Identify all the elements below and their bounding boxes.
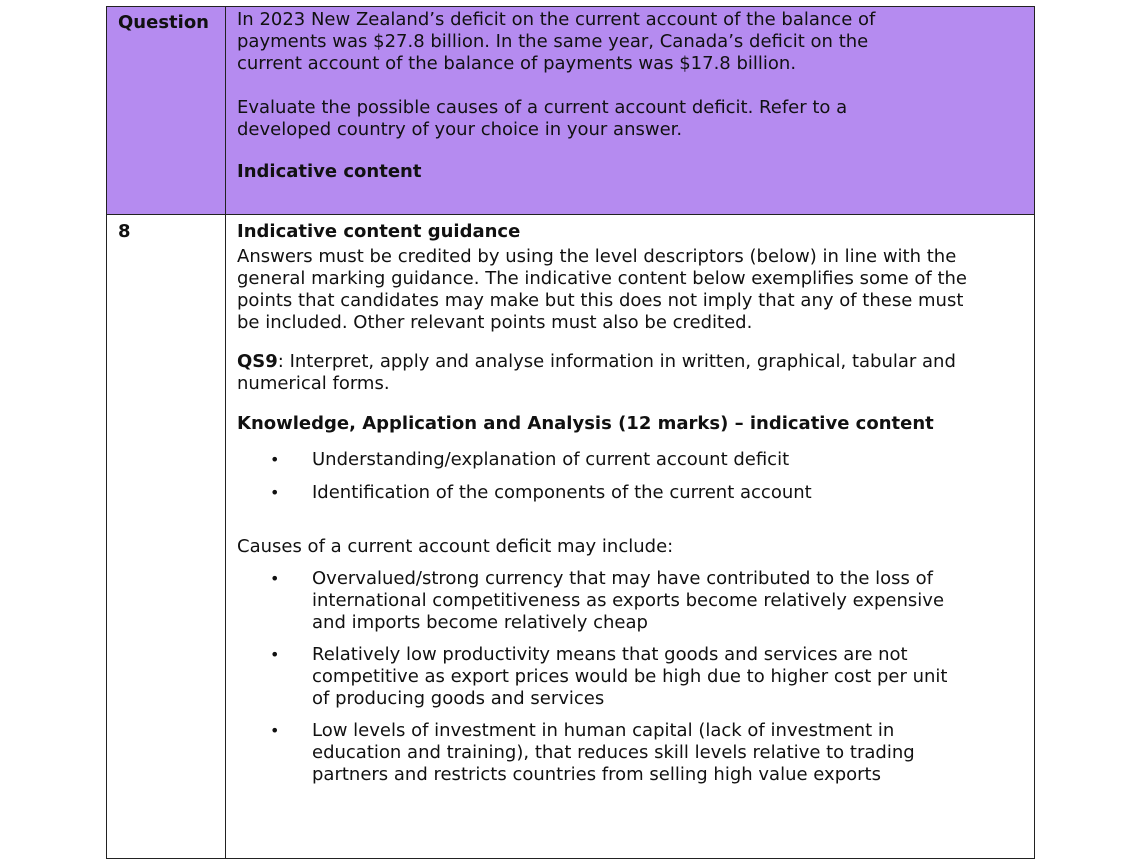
bullet-icon: • — [270, 450, 280, 469]
question-label: Question — [118, 12, 209, 33]
guidance-text: Answers must be credited by using the level descriptors (below) in line with the general marking guidance. The indicative content below exemplifies some of the points that candidates may make but this does not imply that any of these must be included. Other relevant points must also be credited. — [237, 246, 967, 333]
question-text-block — [237, 9, 1027, 183]
causes-intro: Causes of a current account deficit may include: — [237, 536, 674, 557]
list-item: • Identification of the components of the current account — [270, 482, 812, 503]
bullet-icon: • — [270, 483, 280, 502]
question-number: 8 — [118, 221, 131, 242]
list-item: • Overvalued/strong currency that may have contributed to the loss of international competitiveness as exports become relatively expensive and imports become relatively cheap — [270, 568, 945, 633]
list-item: • Relatively low productivity means that goods and services are not competitive as export prices would be high due to higher cost per unit of producing goods and services — [270, 644, 948, 709]
guidance-heading: Indicative content guidance — [237, 221, 521, 242]
kaa-heading: Knowledge, Application and Analysis (12 marks) – indicative content — [237, 413, 934, 434]
qs-label: QS9 — [237, 351, 278, 372]
indicative-content-heading: Indicative content — [237, 161, 422, 182]
bullet-icon: • — [270, 645, 280, 664]
guidance-block — [237, 221, 1027, 786]
column-divider — [225, 7, 226, 858]
qs-statement — [237, 351, 1027, 395]
kaa-bullet-list — [237, 449, 1027, 504]
list-item: • Low levels of investment in human capital (lack of investment in education and training), that reduces skill levels relative to trading partners and restricts countries from selling high value exports — [270, 720, 915, 785]
list-item: • Understanding/explanation of current account deficit — [270, 449, 790, 470]
question-intro: In 2023 New Zealand’s deficit on the current account of the balance of payments was $27.8 billion. In the same year, Canada’s deficit on the current account of the balance of payments was $17.8 billion. — [237, 9, 876, 74]
causes-bullet-list — [237, 568, 1027, 786]
qs-text: : Interpret, apply and analyse information in written, graphical, tabular and numerical forms. — [237, 351, 956, 394]
bullet-icon: • — [270, 721, 280, 740]
bullet-icon: • — [270, 569, 280, 588]
mark-scheme-table — [106, 6, 1035, 859]
question-task: Evaluate the possible causes of a current account deficit. Refer to a developed country of your choice in your answer. — [237, 97, 848, 140]
